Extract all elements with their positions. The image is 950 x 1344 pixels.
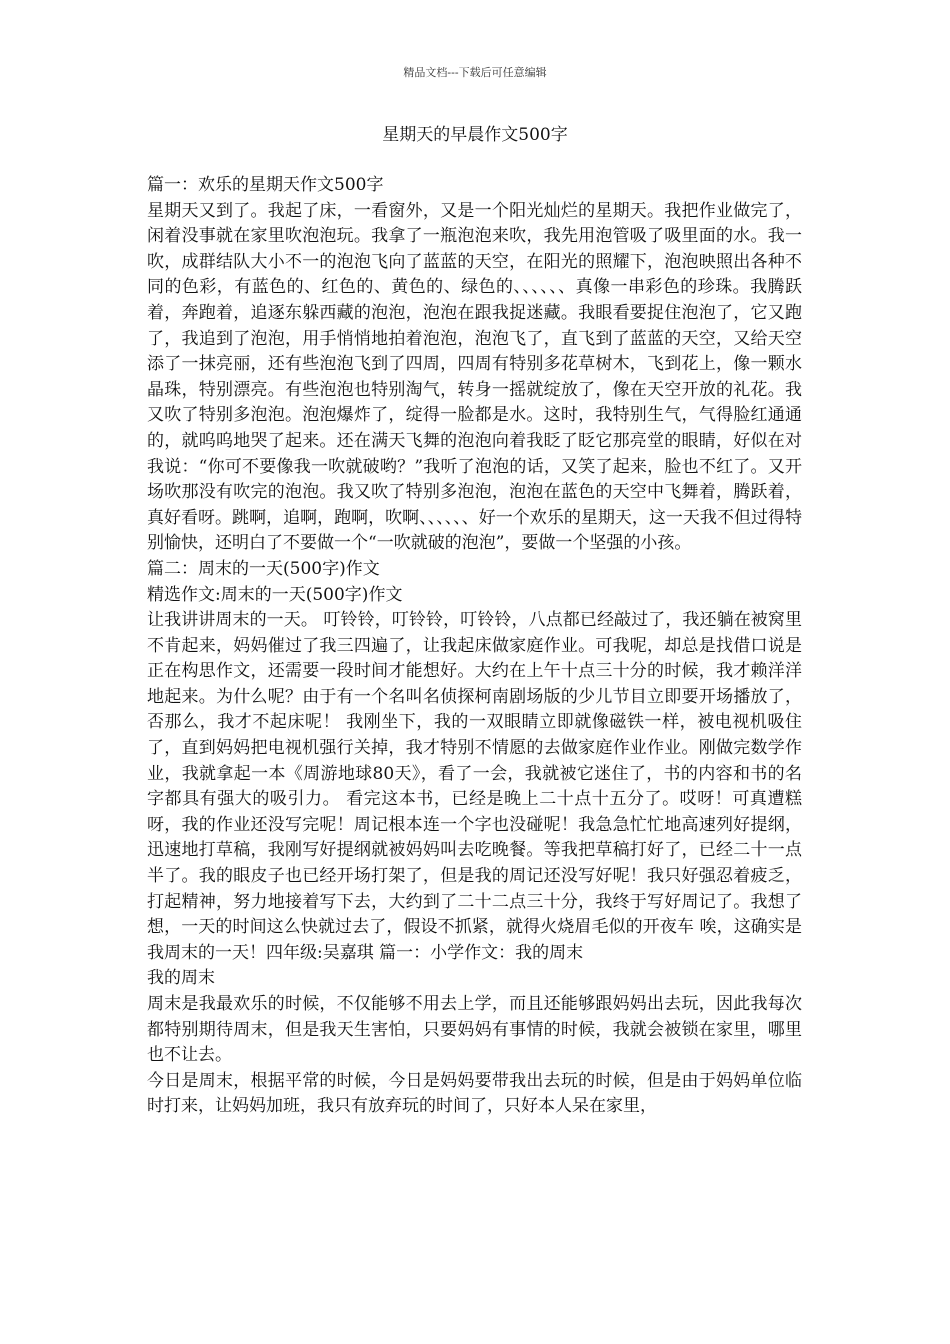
document-body [147,173,802,1120]
body-paragraph: 今日是周末，根据平常的时候，今日是妈妈要带我出去玩的时候，但是由于妈妈单位临时打来，让妈妈加班，我只有放弃玩的时间了，只好本人呆在家里， [147,1070,802,1117]
section-subheading: 精选作文:周末的一天(500字)作文 [147,584,403,605]
body-paragraph: 星期天又到了。我起了床，一看窗外，又是一个阳光灿烂的星期天。我把作业做完了，闲着没事就在家里吹泡泡玩。我拿了一瓶泡泡来吹，我先用泡管吸了吸里面的水。我一吹，成群结队大小不一的泡泡飞向了蓝蓝的天空，在阳光的照耀下，泡泡映照出各种不同的色彩，有蓝色的、红色的、黄色的、绿色的、、、、、、真像一串彩色的珍珠。我腾跃着，奔跑着，追逐东躲西藏的泡泡，泡泡在跟我捉迷藏。我眼看要捉住泡泡了，它又跑了，我追到了泡泡，用手悄悄地拍着泡泡，泡泡飞了，直飞到了蓝蓝的天空，又给天空添了一抹亮丽，还有些泡泡飞到了四周，四周有特别多花草树木，飞到花上，像一颗水晶珠，特别漂亮。有些泡泡也特别淘气，转身一摇就绽放了，像在天空开放的礼花。我又吹了特别多泡泡。泡泡爆炸了，绽得一脸都是水。这时，我特别生气，气得脸红通通的，就呜呜地哭了起来。还在满天飞舞的泡泡向着我眨了眨它那亮堂的眼睛，好似在对我说：“你可不要像我一吹就破哟？”我听了泡泡的话，又笑了起来，脸也不红了。又开场吹那没有吹完的泡泡。我又吹了特别多泡泡，泡泡在蓝色的天空中飞舞着，腾跃着，真好看呀。跳啊，追啊，跑啊，吹啊、、、、、、好一个欢乐的星期天，这一天我不但过得特别愉快，还明白了不要做一个“一吹就破的泡泡”，要做一个坚强的小孩。 [147,200,802,554]
body-paragraph: 周末是我最欢乐的时候，不仅能够不用去上学，而且还能够跟妈妈出去玩，因此我每次都特别期待周末，但是我天生害怕，只要妈妈有事情的时候，我就会被锁在家里，哪里也不让去。 [147,994,802,1066]
section-heading: 篇二：周末的一天(500字)作文 [147,558,380,579]
section-heading: 篇一：欢乐的星期天作文500字 [147,175,384,195]
section-heading: 我的周末 [147,968,215,989]
document-title: 星期天的早晨作文500字 [382,125,568,145]
header-note: 精品文档---下载后可任意编辑 [403,66,547,79]
body-paragraph: 让我讲讲周末的一天。 叮铃铃，叮铃铃，叮铃铃，八点都已经敲过了，我还躺在被窝里不肯起来，妈妈催过了我三四遍了，让我起床做家庭作业。可我呢，却总是找借口说是正在构思作文，还需要一段时间才能想好。大约在上午十点三十分的时候，我才赖洋洋地起来。为什么呢？由于有一个名叫名侦探柯南剧场版的少儿节目立即要开场播放了，否那么，我才不起床呢！ 我刚坐下，我的一双眼睛立即就像磁铁一样，被电视机吸住了，直到妈妈把电视机强行关掉，我才特别不情愿的去做家庭作业作业。刚做完数学作业，我就拿起一本《周游地球80天》，看了一会，我就被它迷住了，书的内容和书的名字都具有强大的吸引力。 看完这本书，已经是晚上二十点十五分了。哎呀！可真遭糕呀，我的作业还没写完呢！周记根本连一个字也没碰呢！我急急忙忙地高速列好提纲，迅速地打草稿，我刚写好提纲就被妈妈叫去吃晚餐。等我把草稿打好了，已经二十一点半了。我的眼皮子也已经开场打架了，但是我的周记还没写好呢！我只好强忍着疲乏，打起精神，努力地接着写下去，大约到了二十二点三十分，我终于写好周记了。我想了想，一天的时间这么快就过去了，假设不抓紧，就得火烧眉毛似的开夜车 唉，这确实是我周末的一天！四年级:吴嘉琪 篇一：小学作文：我的周末 [147,610,802,963]
